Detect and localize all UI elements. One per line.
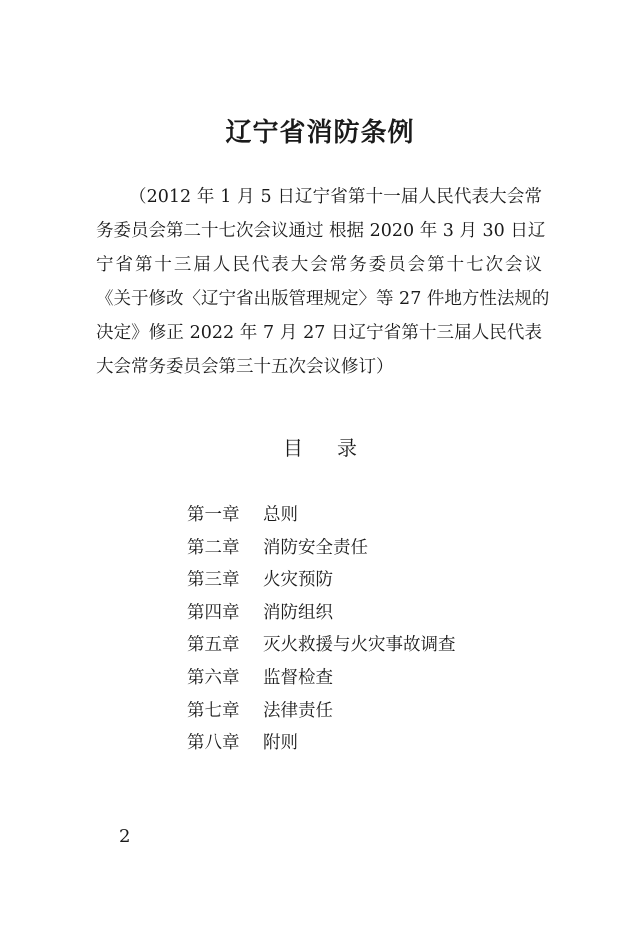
toc-chapter-number: 第七章: [187, 700, 240, 721]
toc-item: [187, 564, 507, 597]
toc-chapter-title: 总则: [263, 505, 298, 525]
table-of-contents: [187, 499, 507, 760]
toc-chapter-number: 第一章: [187, 505, 240, 525]
page-number: 2: [119, 826, 131, 847]
adoption-note-line: 决定》修正 2022 年 7 月 27 日辽宁省第十三届人民代表: [96, 323, 542, 343]
toc-item: [187, 695, 507, 728]
toc-item: [187, 532, 507, 565]
toc-chapter-number: 第三章: [187, 570, 240, 591]
adoption-note: [96, 180, 550, 384]
toc-chapter-title: 附则: [263, 733, 298, 754]
toc-item: [187, 727, 507, 760]
toc-chapter-number: 第二章: [187, 537, 240, 558]
toc-heading: 目录: [283, 436, 391, 460]
toc-chapter-title: 消防安全责任: [263, 537, 368, 558]
adoption-note-line: 宁省第十三届人民代表大会常务委员会第十七次会议: [96, 255, 542, 275]
toc-item: [187, 662, 507, 695]
toc-item: [187, 499, 507, 532]
adoption-note-line: 大会常务委员会第三十五次会议修订）: [96, 357, 394, 377]
toc-chapter-number: 第八章: [187, 733, 240, 754]
toc-chapter-title: 法律责任: [263, 700, 333, 721]
toc-chapter-title: 火灾预防: [263, 570, 333, 591]
adoption-note-line: （2012 年 1 月 5 日辽宁省第十一届人民代表大会常: [129, 187, 542, 207]
toc-chapter-number: 第六章: [187, 667, 240, 688]
toc-chapter-number: 第五章: [187, 635, 240, 656]
toc-chapter-number: 第四章: [187, 602, 240, 623]
adoption-note-line: 务委员会第二十七次会议通过 根据 2020 年 3 月 30 日辽: [96, 221, 546, 241]
toc-chapter-title: 消防组织: [263, 602, 333, 623]
document-title: 辽宁省消防条例: [225, 118, 415, 148]
toc-chapter-title: 灭火救援与火灾事故调查: [263, 635, 456, 656]
toc-item: [187, 597, 507, 630]
toc-item: [187, 629, 507, 662]
toc-chapter-title: 监督检查: [263, 667, 333, 688]
adoption-note-line: 《关于修改〈辽宁省出版管理规定〉等 27 件地方性法规的: [96, 289, 550, 309]
